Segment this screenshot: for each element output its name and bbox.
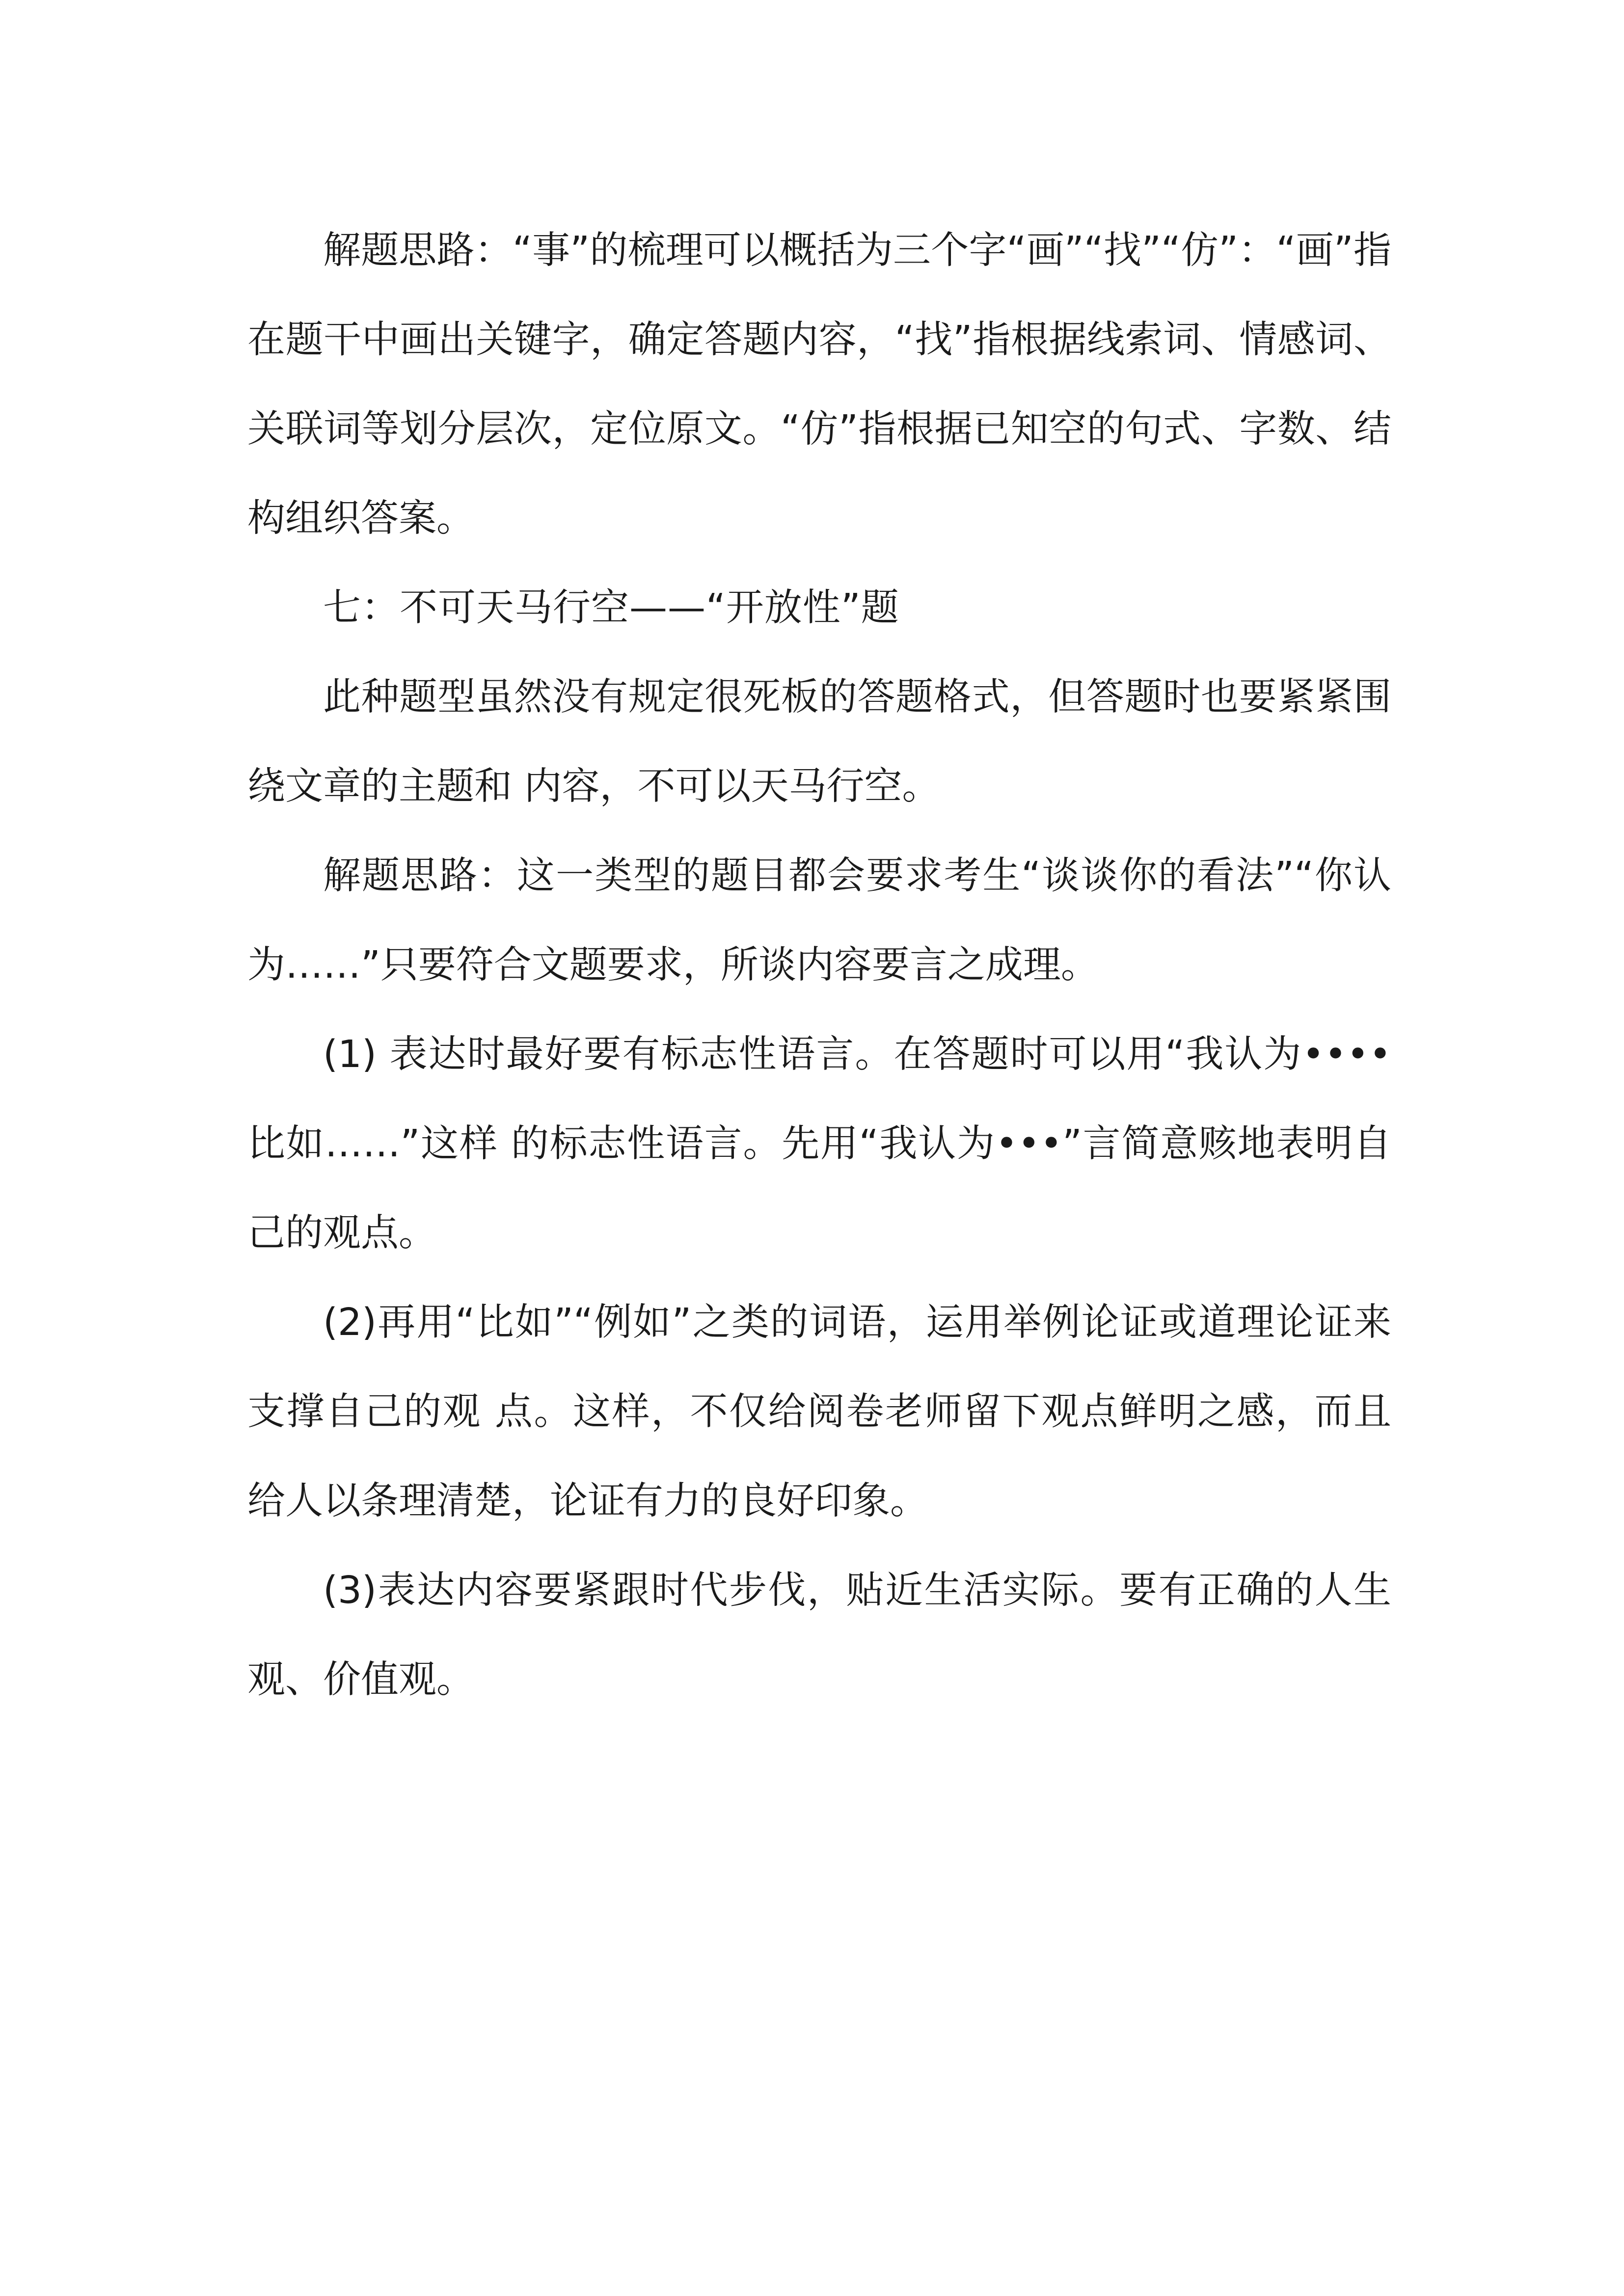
list-item-2: (2)再用“比如”“例如”之类的词语，运用举例论证或道理论证来支撑自己的观 点。这样，不仅给阅卷老师留下观点鲜明之感，而且给人以条理清楚，论证有力的良好印象。 bbox=[247, 1301, 1391, 1523]
list-item-1: (1) 表达时最好要有标志性语言。在答题时可以用“我认为••••比如……”这样 的标志性语言。先用“我认为•••”言简意赅地表明自己的观点。 bbox=[247, 1033, 1391, 1255]
paragraph-solution-approach-2: 解题思路：这一类型的题目都会要求考生“谈谈你的看法”“你认为……”只要符合文题要求，所谈内容要言之成理。 bbox=[247, 854, 1391, 987]
list-item-3: (3)表达内容要紧跟时代步伐，贴近生活实际。要有正确的人生观、价值观。 bbox=[247, 1569, 1391, 1702]
section-heading-open-question: 七：不可天马行空——“开放性”题 bbox=[323, 586, 899, 630]
document-body bbox=[247, 206, 1404, 1725]
paragraph-solution-approach-1: 解题思路：“事”的梳理可以概括为三个字“画”“找”“仿”：“画”指在题干中画出关键字，确定答题内容，“找”指根据线索词、情感词、 关联词等划分层次，定位原文。“仿”指根据已知空的句式、字数、结构组织答案。 bbox=[247, 229, 1404, 540]
paragraph-question-type-description: 此种题型虽然没有规定很死板的答题格式，但答题时也要紧紧围绕文章的主题和 内容，不可以天马行空。 bbox=[247, 675, 1391, 808]
